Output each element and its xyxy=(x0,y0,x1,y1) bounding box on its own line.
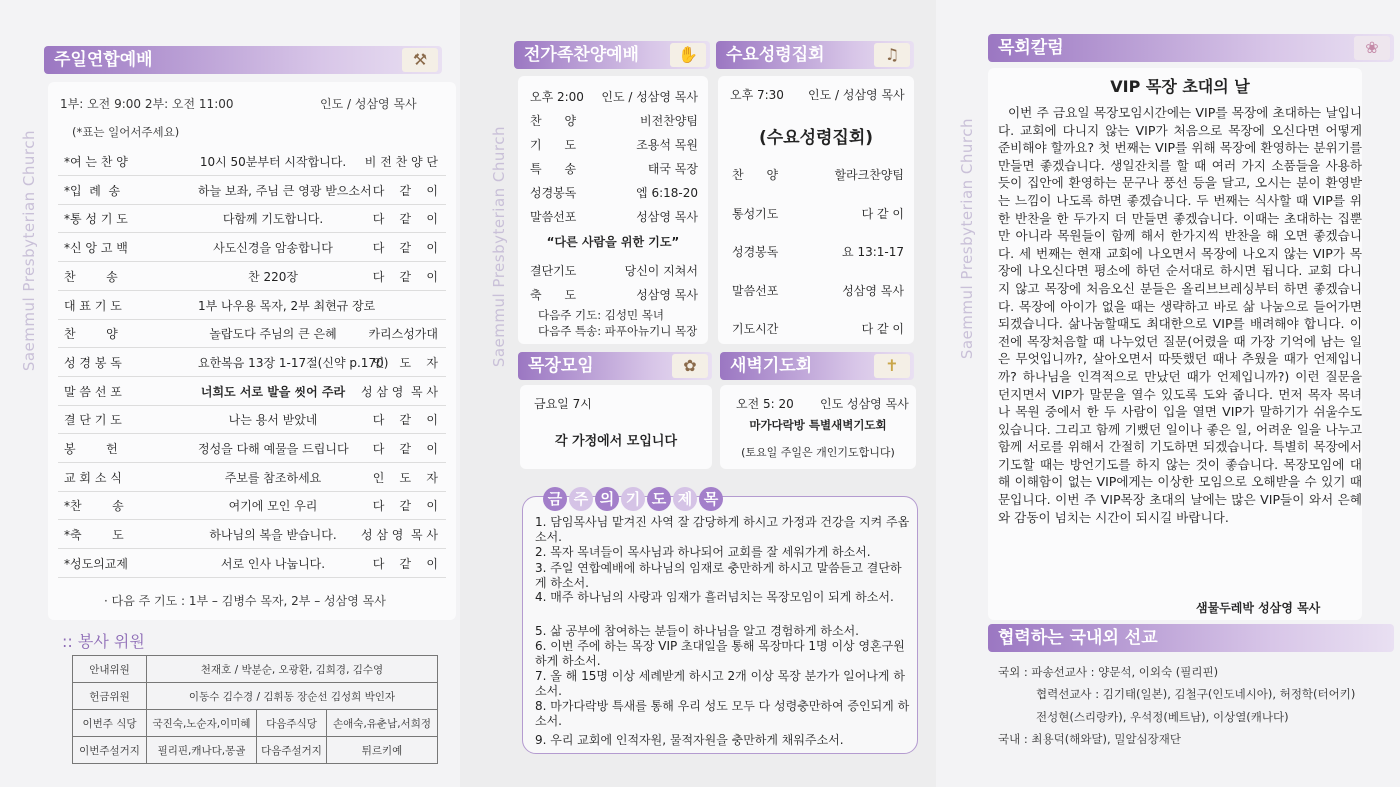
order-row xyxy=(48,234,456,262)
order-row xyxy=(48,292,456,320)
pastor-column-title: 목회칼럼 xyxy=(998,38,1064,58)
mission-line: 국내 : 최용덕(해와달), 밀알심장재단 xyxy=(998,732,1181,746)
family-value: 태국 목장 xyxy=(647,162,698,176)
cell-meeting-time: 금요일 7시 xyxy=(534,397,592,411)
cross-icon: ✝ xyxy=(874,354,910,378)
order-label: 말 씀 선 포 xyxy=(64,384,122,399)
order-content: 다함께 기도합니다. xyxy=(222,212,324,227)
wednesday-value: 할라크찬양팀 xyxy=(834,168,904,182)
order-content: 주보를 참조하세요 xyxy=(224,470,322,485)
wednesday-value: 다 같 이 xyxy=(861,206,904,221)
wednesday-title-main: (수요성령집회) xyxy=(758,128,874,148)
order-person: 다 같 이 xyxy=(372,269,438,284)
order-label: 교 회 소 식 xyxy=(64,470,122,485)
order-person: 다 같 이 xyxy=(372,499,438,514)
service-committee-header: :: 봉사 위원 xyxy=(62,632,145,651)
standing-note: (*표는 일어서주세요) xyxy=(72,125,180,139)
order-person: 다 같 이 xyxy=(372,183,438,198)
prayer-header-char: 주 xyxy=(569,487,593,511)
music-icon: ♫ xyxy=(874,43,910,67)
prayer-item: 4. 매주 하나님의 사랑과 임재가 흘러넘치는 목장모임이 되게 하소서. xyxy=(535,590,894,604)
order-person: 다 같 이 xyxy=(372,442,438,456)
table-cell: 튀르키예 xyxy=(327,737,438,764)
column-body: 이번 주 금요일 목장모임시간에는 VIP를 목장에 초대하는 날입니다. 교회에 다니지 않는 VIP가 처음으로 목장에 오신다면 어떻게 준비해야 할까요? 첫 번째는 VIP를 위해 목장에 환영하는 분위기를 만들면 좋겠습니다. 생일잔치를 할 때 여러 가지 소품들을 사용하듯이 집안에 환영하는 문구나 풍선 등을 달고, 오시는 분이 환영받는 느낌이 나도록 하면 좋겠습니다. 두 번째는 식사할 때 VIP를 위한 반찬을 한 두가지 더 만들면 좋겠습니다. 이때는 초대하는 집뿐만 아니라 목원들이 함께 해서 한가지씩 반찬을 해 오면 좋겠습니다. 세 번째는 현재 교회에 나오면서 목장에 나오지 않는 VIP가 목장에 나오신다면 평소에 하던 순서대로 하시면 됩니다. 교회 다니지 않고 목장에 처음오신 분들은 올리브브레싱부터 하면 좋겠습니다. 목장에 아이가 없을 때는 생략하고 바로 삶 나눔으로 들어가면 되겠습니다. 삶나눔할때도 최대한으로 VIP를 배려해야 합니다. 이전에 목장처음할 때 나누었던 질문(어렸을 때 가장 기억에 남는 일은 무엇입니까?, 살아오면서 따뜻했던 때나 추웠을 때가 언제입니까? 하나님을 인격적으로 만났던 때가 언제입니까?) 이런 질문을 던지면서 VIP가 말문을 열수 있도록 도와 줍니다. 먼저 목자 목녀나 목원 중에서 한 두 사람이 입을 열면 VIP가 말하기가 쉬울수도 있습니다. 그리고 함께 기뻤던 일이나 좋은 일, 어려운 일을 나누고 함께 서로를 위해서 간절히 기도하면 되겠습니다. 특별히 목장에서 기도할 때는 방언기도를 하지 않는 것이 좋습니다. 목장모임에 대해 이해함이 없는 VIP에게는 이상한 모임으로 오해받을 수 있기 때문입니다. 이번 주 VIP목장 초대의 날에는 많은 VIP들이 와서 은혜와 감동이 넘치는 시간이 되시길 바랍니다. xyxy=(998,105,1362,525)
order-row xyxy=(48,263,456,291)
order-person: 다 같 이 xyxy=(372,212,438,227)
prayer-item: 6. 이번 주에 하는 목장 VIP 초대일을 통해 목장마다 1명 이상 영혼구원하게 하소서. xyxy=(535,639,905,668)
order-person: 성 삼 영 목 사 xyxy=(360,528,438,543)
order-label: *여 는 찬 양 xyxy=(64,155,128,169)
order-row xyxy=(48,406,456,434)
order-row xyxy=(48,205,456,233)
family-next-prayer: 다음주 기도: 김성민 목녀 xyxy=(538,308,664,322)
order-person: 인 도 자 xyxy=(372,355,438,370)
prayer-header-char: 도 xyxy=(647,487,671,511)
family-next-special: 다음주 특송: 파푸아뉴기니 목장 xyxy=(538,324,698,338)
family-sermon-title: “다른 사람을 위한 기도” xyxy=(546,235,680,249)
sunday-service-title: 주일연합예배 xyxy=(54,50,153,70)
wednesday-label: 기도시간 xyxy=(732,322,779,336)
mission-title: 협력하는 국내외 선교 xyxy=(998,628,1158,648)
order-row xyxy=(48,492,456,520)
dawn-note: (토요일 주일은 개인기도합니다) xyxy=(741,446,895,459)
church-name-vertical: Saemmul Presbyterian Church xyxy=(490,126,508,368)
order-person: 다 같 이 xyxy=(372,556,438,571)
prayer-item: 5. 삶 공부에 참여하는 분들이 하나님을 알고 경험하게 하소서. xyxy=(535,624,859,638)
table-row xyxy=(73,710,438,737)
order-person: 다 같 이 xyxy=(372,413,438,428)
prayer-item: 2. 목자 목녀들이 목사님과 하나되어 교회를 잘 세워가게 하소서. xyxy=(535,545,871,559)
order-row xyxy=(48,349,456,377)
order-person: 카리스성가대 xyxy=(368,327,438,342)
family-value: 비전찬양팀 xyxy=(640,114,698,128)
table-cell: 이번주설거지 xyxy=(73,737,147,764)
table-cell: 천재호 / 박분순, 오광환, 김희경, 김수영 xyxy=(147,656,438,683)
wednesday-header xyxy=(716,41,914,69)
mission-line: 국외 : 파송선교사 : 양문석, 이외숙 (필리핀) xyxy=(998,665,1219,679)
family-value: 엡 6:18-20 xyxy=(636,186,698,200)
prayer-item: 7. 올 해 15명 이상 세례받게 하시고 2개 이상 목장 분가가 일어나게 하소서. xyxy=(535,669,905,698)
wednesday-title: 수요성령집회 xyxy=(726,45,825,65)
family-worship-title: 전가족찬양예배 xyxy=(524,45,639,65)
praying-hands-icon: ✋ xyxy=(670,43,706,67)
table-cell: 손애숙,유춘남,서희정 xyxy=(327,710,438,737)
order-row xyxy=(48,435,456,463)
column-author: 샘물두레박 성삼영 목사 xyxy=(1196,601,1321,615)
family-value: 당신이 지쳐서 xyxy=(624,264,698,278)
order-content: 너희도 서로 발을 씻어 주라 xyxy=(200,384,346,399)
prayer-header-char: 제 xyxy=(673,487,697,511)
next-prayer: · 다음 주 기도 : 1부 – 김병수 목자, 2부 – 성삼영 목사 xyxy=(104,594,386,608)
table-row xyxy=(73,737,438,764)
order-label: *통 성 기 도 xyxy=(64,212,128,227)
gavel-icon: ⚒ xyxy=(402,48,438,72)
cell-meeting-header xyxy=(518,352,712,380)
order-label: 봉 헌 xyxy=(64,442,118,456)
order-row xyxy=(48,320,456,348)
prayer-header-char: 의 xyxy=(595,487,619,511)
church-name-vertical: Saemmul Presbyterian Church xyxy=(20,130,38,372)
prayer-item: 3. 주일 연합예배에 하나님의 임재로 충만하게 하시고 말씀듣고 결단하게 하소서. xyxy=(535,561,902,590)
prayer-item: 9. 우리 교회에 인적자원, 물적자원을 충만하게 채워주소서. xyxy=(535,733,844,747)
cell-meeting-title: 목장모임 xyxy=(528,356,594,376)
table-cell: 다음주식당 xyxy=(257,710,327,737)
order-label: 성 경 봉 독 xyxy=(64,355,122,370)
table-row xyxy=(73,656,438,683)
order-content: 나는 용서 받았네 xyxy=(228,413,318,428)
order-row xyxy=(48,550,456,578)
prayer-item: 8. 마가다락방 특새를 통해 우리 성도 모두 다 성령충만하여 증인되게 하소서. xyxy=(535,699,910,728)
family-value: 인도 / 성삼영 목사 xyxy=(601,90,698,104)
family-worship-header xyxy=(514,41,710,69)
prayer-header-char: 목 xyxy=(699,487,723,511)
wednesday-label: 찬 양 xyxy=(732,168,779,182)
table-cell: 이동수 김수경 / 김휘동 장순선 김성희 박인자 xyxy=(147,683,438,710)
wednesday-label: 통성기도 xyxy=(732,206,779,221)
order-content: 사도신경을 암송합니다 xyxy=(213,241,333,256)
sunday-order-box xyxy=(48,82,456,620)
dawn-time: 오전 5: 20 xyxy=(736,397,794,411)
family-label: 축 도 xyxy=(530,288,577,302)
order-content: 찬 220장 xyxy=(248,269,298,284)
panel-sunday-service xyxy=(0,0,460,787)
sunday-service-header xyxy=(44,46,442,74)
wednesday-value: 요 13:1-17 xyxy=(842,245,904,259)
dawn-leader: 인도 성삼영 목사 xyxy=(820,397,909,411)
table-cell: 필리핀,캐나다,몽골 xyxy=(147,737,257,764)
table-cell: 안내위원 xyxy=(73,656,147,683)
mission-line: 전성현(스리랑카), 우석정(베트남), 이상열(캐나다) xyxy=(1036,710,1289,724)
order-label: *신 앙 고 백 xyxy=(64,241,128,256)
order-person: 성 삼 영 목 사 xyxy=(360,384,438,399)
column-title: VIP 목장 초대의 날 xyxy=(1110,77,1250,96)
order-content: 10시 50분부터 시작합니다. xyxy=(199,155,347,169)
order-content: 정성을 다해 예물을 드립니다 xyxy=(198,442,349,456)
family-label: 기 도 xyxy=(530,138,577,152)
order-row xyxy=(48,177,456,205)
table-cell: 헌금위원 xyxy=(73,683,147,710)
order-person: 다 같 이 xyxy=(372,241,438,256)
family-label: 말씀선포 xyxy=(530,210,577,224)
family-value: 성삼영 목사 xyxy=(636,288,698,302)
order-content: 놀랍도다 주님의 큰 은혜 xyxy=(209,327,337,342)
table-cell: 다음주설거지 xyxy=(257,737,327,764)
order-content: 하나님의 복을 받습니다. xyxy=(209,528,337,543)
table-row xyxy=(73,683,438,710)
dawn-prayer-box xyxy=(720,385,916,469)
wednesday-time: 오후 7:30 xyxy=(730,88,784,102)
order-row xyxy=(48,521,456,549)
flower-icon: ✿ xyxy=(672,354,708,378)
prayer-item: 1. 담임목사님 맡겨진 사역 잘 감당하게 하시고 가정과 건강을 지켜 주옵소서. xyxy=(535,515,910,544)
mission-header xyxy=(988,624,1394,652)
wednesday-label: 성경봉독 xyxy=(732,245,779,259)
family-value: 조용석 목원 xyxy=(636,138,698,152)
wednesday-box xyxy=(718,76,914,344)
order-divider xyxy=(58,577,446,578)
order-label: *성도의교제 xyxy=(64,556,128,571)
order-row xyxy=(48,148,456,176)
order-content: 서로 인사 나눕니다. xyxy=(220,556,326,571)
table-cell: 이번주 식당 xyxy=(73,710,147,737)
service-committee-table xyxy=(72,655,438,764)
order-label: 대 표 기 도 xyxy=(64,298,122,313)
family-label: 결단기도 xyxy=(530,264,577,278)
wednesday-label: 말씀선포 xyxy=(732,283,779,298)
family-label: 오후 2:00 xyxy=(530,90,584,104)
order-row xyxy=(48,464,456,492)
wednesday-value: 성삼영 목사 xyxy=(842,283,904,298)
order-content: 1부 나우용 목자, 2부 최현규 장로 xyxy=(198,298,376,313)
prayer-topics-box xyxy=(522,490,918,754)
rose-icon: ❀ xyxy=(1354,36,1390,60)
wednesday-value: 다 같 이 xyxy=(861,322,904,336)
order-person: 비 전 찬 양 단 xyxy=(364,155,438,169)
wednesday-leader: 인도 / 성삼영 목사 xyxy=(808,88,905,102)
family-worship-box xyxy=(518,76,708,344)
family-value: 성삼영 목사 xyxy=(636,210,698,224)
prayer-header-char: 금 xyxy=(543,487,567,511)
order-content: 요한복음 13장 1-17절(신약 p.170) xyxy=(198,355,389,370)
order-label: *입 례 송 xyxy=(64,183,121,198)
service-times: 1부: 오전 9:00 2부: 오전 11:00 xyxy=(60,97,234,111)
order-person: 인 도 자 xyxy=(372,470,438,485)
order-content: 여기에 모인 우리 xyxy=(228,499,318,514)
order-content: 하늘 보좌, 주님 큰 영광 받으소서 xyxy=(198,183,372,198)
cell-meeting-text: 각 가정에서 모입니다 xyxy=(554,434,678,449)
service-leader: 인도 / 성삼영 목사 xyxy=(320,97,417,111)
church-name-vertical: Saemmul Presbyterian Church xyxy=(958,118,976,360)
order-label: *찬 송 xyxy=(64,499,124,514)
order-label: 찬 송 xyxy=(64,269,118,284)
order-label: 결 단 기 도 xyxy=(64,413,122,428)
dawn-prayer-header xyxy=(720,352,914,380)
dawn-title: 마가다락방 특별새벽기도회 xyxy=(749,418,887,432)
family-label: 성경봉독 xyxy=(530,186,577,200)
order-row xyxy=(48,378,456,406)
family-label: 특 송 xyxy=(530,162,577,176)
family-label: 찬 양 xyxy=(530,114,577,128)
pastor-column-header xyxy=(988,34,1394,62)
table-cell: 국진숙,노순자,이미혜 xyxy=(147,710,257,737)
prayer-header-char: 기 xyxy=(621,487,645,511)
order-label: 찬 양 xyxy=(64,327,118,342)
cell-meeting-box xyxy=(520,385,712,469)
order-label: *축 도 xyxy=(64,528,124,543)
mission-line: 협력선교사 : 김기태(일본), 김철구(인도네시아), 허정학(터어키) xyxy=(1036,687,1356,701)
dawn-prayer-title: 새벽기도회 xyxy=(730,356,813,376)
